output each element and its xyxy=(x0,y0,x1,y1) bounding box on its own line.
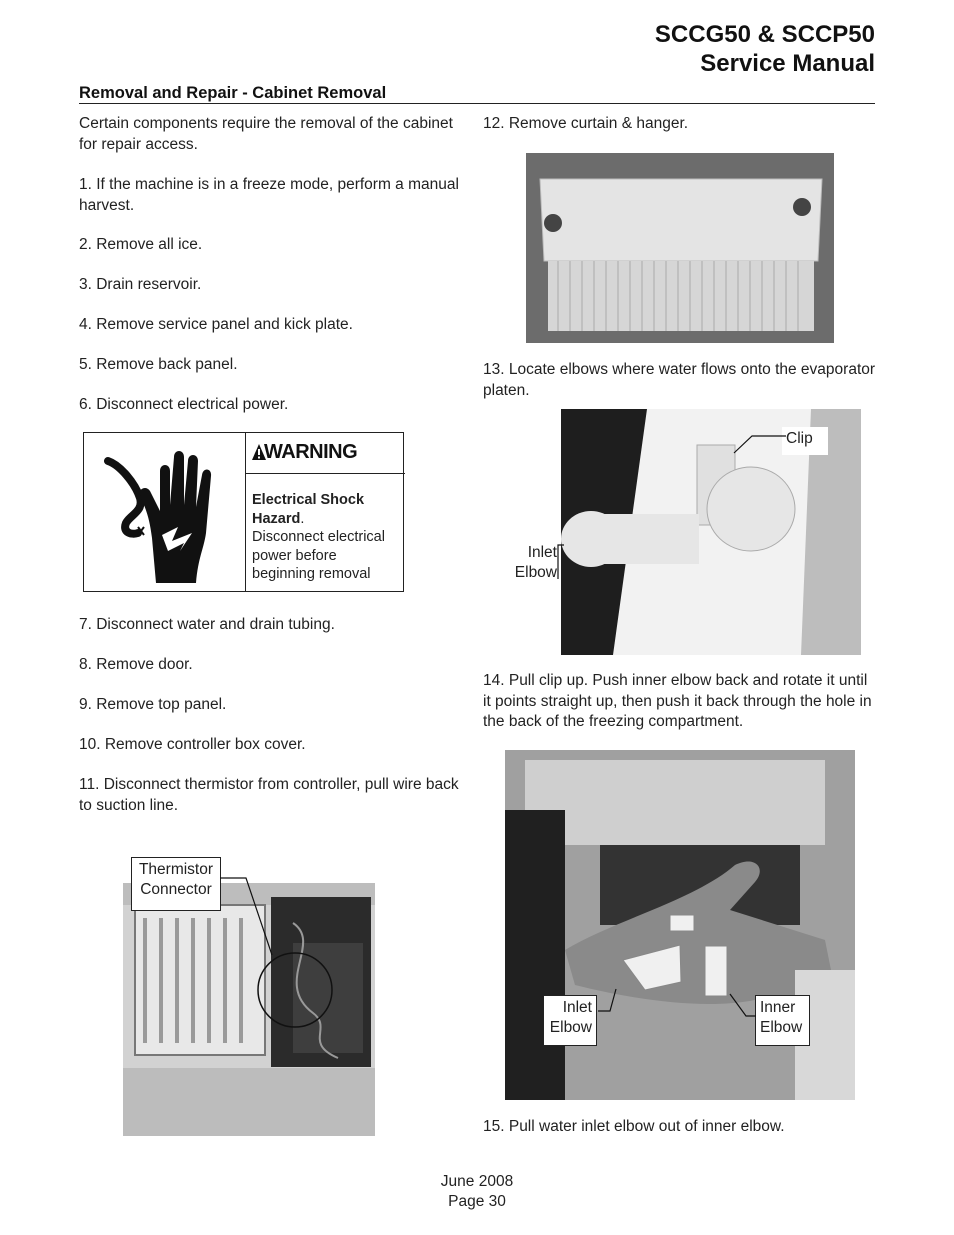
intro-text: Certain components require the removal of the cabinet for repair access. xyxy=(79,115,453,153)
step-4: 4. Remove service panel and kick plate. xyxy=(79,316,353,333)
inlet-elbow-top-line1: Inlet xyxy=(527,544,557,561)
document-title-manual: Service Manual xyxy=(700,50,875,77)
inner-elbow-label xyxy=(755,995,810,1046)
step-8: 8. Remove door. xyxy=(79,656,193,673)
warning-hazard-title-2: Hazard xyxy=(252,510,301,527)
electric-shock-hand-icon xyxy=(100,443,230,588)
warning-body: Disconnect electrical power before beginning removal xyxy=(252,529,385,582)
footer-page-number: Page 30 xyxy=(448,1193,506,1210)
curtain-hanger-photo xyxy=(526,153,834,343)
step-3: 3. Drain reservoir. xyxy=(79,276,202,293)
step-1: 1. If the machine is in a freeze mode, perform a manual harvest. xyxy=(79,176,459,214)
hand-elbows-illustration xyxy=(505,750,855,1100)
step-6: 6. Disconnect electrical power. xyxy=(79,396,289,413)
warning-hazard-title: Electrical Shock xyxy=(252,492,365,508)
warning-text xyxy=(252,491,402,584)
warning-heading: WARNING xyxy=(264,441,358,463)
inner-elbow-line1: Inner xyxy=(760,999,796,1016)
inlet-elbow-bottom-line1: Inlet xyxy=(562,999,592,1016)
inlet-elbow-bottom-line2: Elbow xyxy=(549,1019,592,1036)
step-15: 15. Pull water inlet elbow out of inner elbow. xyxy=(483,1118,785,1135)
section-title: Removal and Repair - Cabinet Removal xyxy=(79,84,387,102)
inlet-elbow-top-line2: Elbow xyxy=(514,564,557,581)
page-footer xyxy=(0,1172,954,1212)
step-7: 7. Disconnect water and drain tubing. xyxy=(79,616,335,633)
thermistor-connector-label xyxy=(131,857,221,911)
curtain-hanger-illustration xyxy=(526,153,834,343)
warning-hazard-punct: . xyxy=(300,510,305,527)
warning-header-rule xyxy=(245,473,405,474)
hand-elbows-photo xyxy=(505,750,855,1100)
step-5: 5. Remove back panel. xyxy=(79,356,238,373)
warning-divider xyxy=(245,433,246,591)
document-title xyxy=(655,20,875,78)
step-2: 2. Remove all ice. xyxy=(79,236,203,253)
footer-date: June 2008 xyxy=(440,1173,514,1190)
inlet-elbow-label-top xyxy=(507,541,561,585)
step-12: 12. Remove curtain & hanger. xyxy=(483,115,689,132)
clip-label: Clip xyxy=(782,427,828,455)
warning-box xyxy=(83,432,404,592)
step-13: 13. Locate elbows where water flows onto the evaporator platen. xyxy=(483,361,876,399)
inlet-elbow-top-pointer xyxy=(556,543,566,581)
step-11: 11. Disconnect thermistor from controller, pull wire back to suction line. xyxy=(79,776,459,814)
thermistor-label-line1: Thermistor xyxy=(138,861,214,878)
inlet-elbow-bottom-pointer xyxy=(596,985,620,1015)
step-14: 14. Pull clip up. Push inner elbow back and rotate it until it points straight up, then push it back through the hole in the back of the freezing compartment. xyxy=(483,672,872,730)
step-9: 9. Remove top panel. xyxy=(79,696,227,713)
thermistor-pointer-line xyxy=(220,875,280,960)
inner-elbow-pointer xyxy=(726,990,758,1020)
inlet-elbow-label-bottom xyxy=(543,995,597,1046)
document-title-model: SCCG50 & SCCP50 xyxy=(654,21,875,48)
section-rule xyxy=(79,103,875,104)
thermistor-label-line2: Connector xyxy=(140,881,212,898)
step-10: 10. Remove controller box cover. xyxy=(79,736,306,753)
inner-elbow-line2: Elbow xyxy=(760,1019,803,1036)
clip-pointer-line xyxy=(730,433,790,458)
